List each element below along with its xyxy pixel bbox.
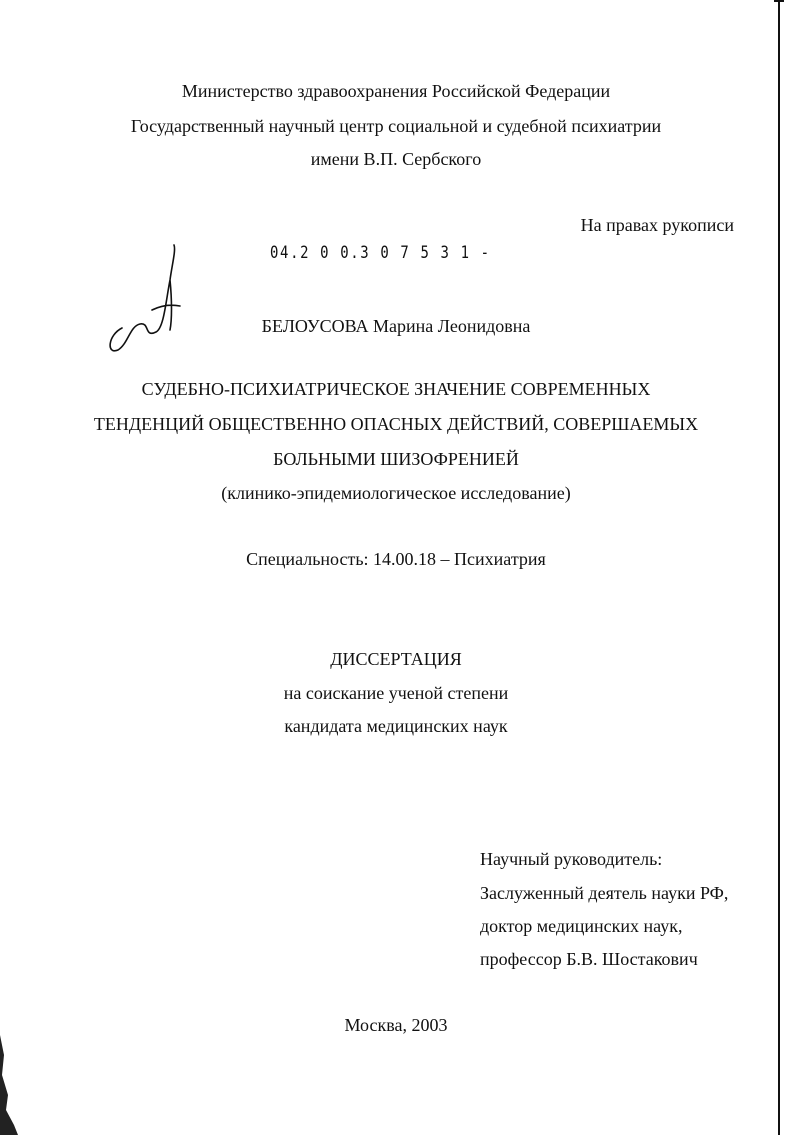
author-name: БЕЛОУСОВА Марина Леонидовна — [261, 316, 531, 336]
title-subtitle: (клинико-эпидемиологическое исследование) — [221, 483, 571, 503]
corner-mark — [774, 0, 784, 16]
dissertation-heading: ДИССЕРТАЦИЯ — [330, 649, 462, 669]
signature — [100, 240, 190, 365]
title-line-1: СУДЕБНО-ПСИХИАТРИЧЕСКОЕ ЗНАЧЕНИЕ СОВРЕМЕННЫХ — [141, 379, 651, 399]
dissertation-degree-line-2: кандидата медицинских наук — [284, 716, 508, 736]
supervisor-line-2: доктор медицинских наук, — [480, 916, 683, 936]
title-line-2: ТЕНДЕНЦИЙ ОБЩЕСТВЕННО ОПАСНЫХ ДЕЙСТВИЙ, СОВЕРШАЕМЫХ — [93, 414, 699, 434]
rights-notice: На правах рукописи — [580, 215, 734, 235]
place-year: Москва, 2003 — [344, 1015, 448, 1035]
ministry-line: Министерство здравоохранения Российской Федерации — [181, 81, 611, 101]
supervisor-line-3: профессор Б.В. Шостакович — [480, 949, 698, 969]
dissertation-degree-line-1: на соискание ученой степени — [283, 683, 509, 703]
specialty-line: Специальность: 14.00.18 – Психиатрия — [246, 549, 546, 569]
supervisor-line-1: Заслуженный деятель науки РФ, — [480, 883, 729, 903]
scan-artifact — [0, 1035, 18, 1135]
supervisor-label: Научный руководитель: — [480, 849, 663, 869]
center-name-line: имени В.П. Сербского — [310, 149, 482, 169]
registration-stamp: 04.2 0 0.3 0 7 5 3 1 - — [270, 243, 491, 263]
center-line: Государственный научный центр социальной и судебной психиатрии — [130, 116, 662, 136]
title-line-3: БОЛЬНЫМИ ШИЗОФРЕНИЕЙ — [273, 449, 519, 469]
